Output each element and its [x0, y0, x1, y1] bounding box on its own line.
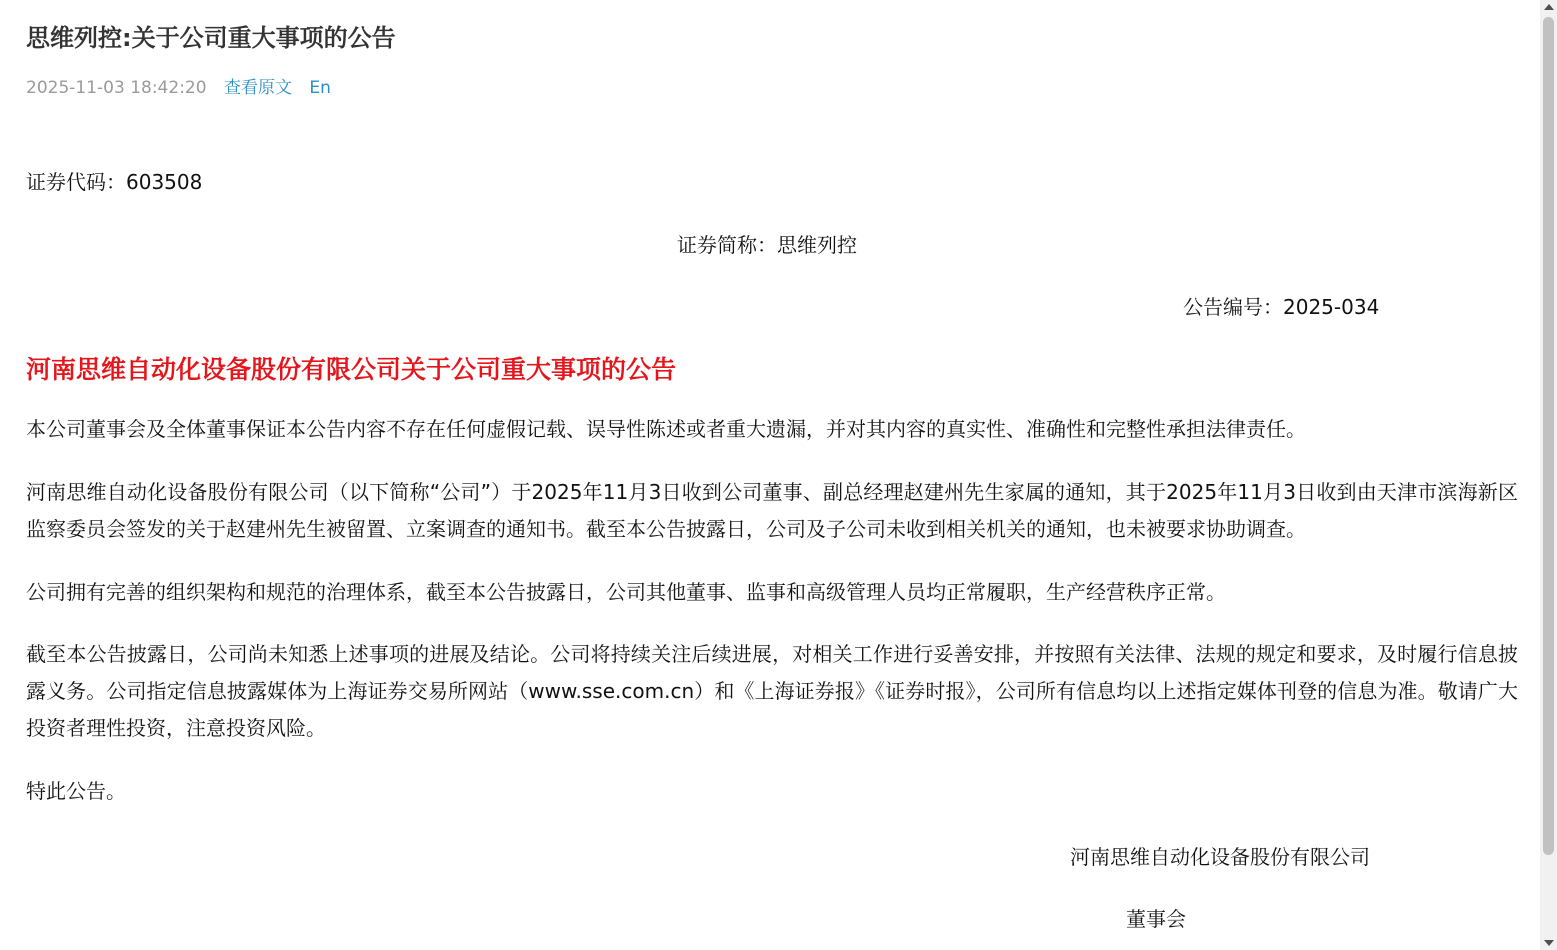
stock-code: 证券代码：603508	[26, 170, 203, 194]
stock-abbreviation: 证券简称：思维列控	[677, 233, 857, 257]
scroll-up-arrow-icon[interactable]	[1544, 4, 1554, 10]
paragraph-event: 河南思维自动化设备股份有限公司（以下简称“公司”）于2025年11月3日收到公司董事、副总经理赵建州先生家属的通知，其于2025年11月3日收到由天津市滨海新区监察委员会签发的关于赵建州先生被留置、立案调查的通知书。截至本公告披露日，公司及子公司未收到相关机关的通知，也未被要求协助调查。	[26, 480, 1518, 541]
paragraph-disclosure: 截至本公告披露日，公司尚未知悉上述事项的进展及结论。公司将持续关注后续进展，对相关工作进行妥善安排，并按照有关法律、法规的规定和要求，及时履行信息披露义务。公司指定信息披露媒体为上海证券交易所网站（www.sse.com.cn）和《上海证券报》《证券时报》，公司所有信息均以上述指定媒体刊登的信息为准。敬请广大投资者理性投资，注意投资风险。	[26, 642, 1518, 740]
notice-number: 公告编号：2025-034	[1183, 295, 1380, 319]
vertical-scrollbar[interactable]	[1540, 0, 1557, 950]
page-title: 思维列控:关于公司重大事项的公告	[26, 24, 396, 52]
meta-bar	[26, 73, 331, 98]
signature-board: 董事会	[1126, 907, 1186, 931]
scrollbar-thumb[interactable]	[1543, 17, 1554, 855]
paragraph-governance: 公司拥有完善的组织架构和规范的治理体系，截至本公告披露日，公司其他董事、监事和高级管理人员均正常履职，生产经营秩序正常。	[26, 580, 1226, 604]
publish-datetime: 2025-11-03 18:42:20	[26, 78, 207, 98]
scroll-down-arrow-icon[interactable]	[1544, 940, 1554, 946]
english-version-link[interactable]: En	[309, 78, 331, 98]
announcement-heading: 河南思维自动化设备股份有限公司关于公司重大事项的公告	[26, 355, 677, 384]
view-original-link[interactable]: 查看原文	[223, 78, 292, 98]
paragraph-closing: 特此公告。	[26, 779, 126, 803]
signature-company: 河南思维自动化设备股份有限公司	[1070, 845, 1370, 869]
paragraph-disclaimer: 本公司董事会及全体董事保证本公告内容不存在任何虚假记载、误导性陈述或者重大遗漏，并对其内容的真实性、准确性和完整性承担法律责任。	[26, 417, 1306, 441]
